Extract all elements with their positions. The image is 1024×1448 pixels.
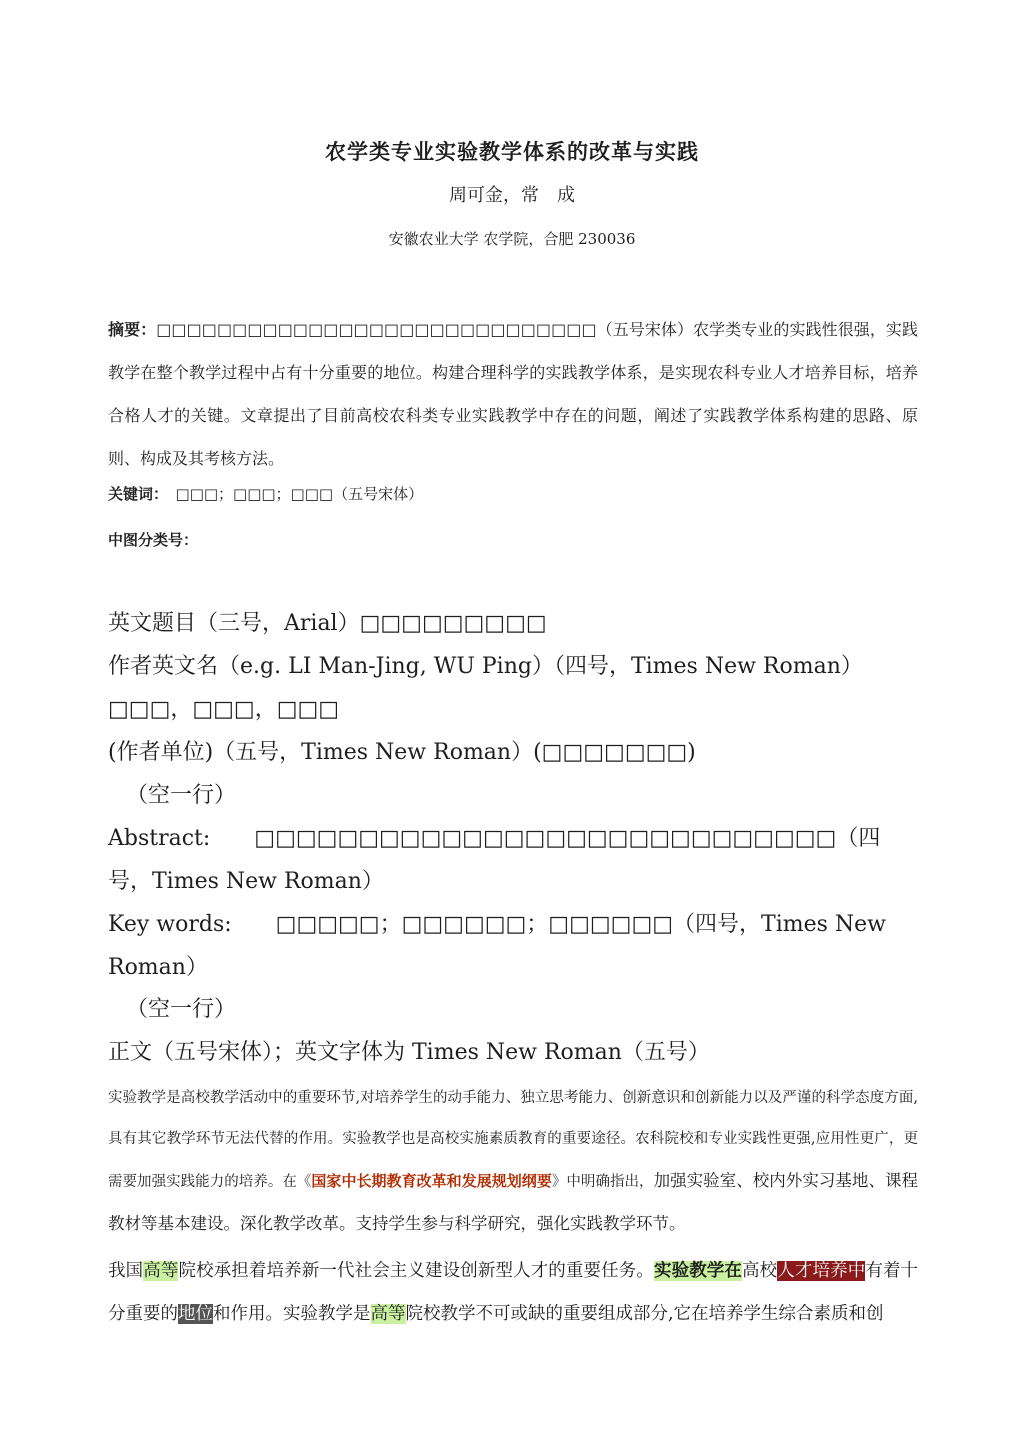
body-paragraph-2 [108, 1250, 918, 1336]
blank-line-note: （空一行） [126, 997, 237, 1022]
body-paragraph-1 [108, 1078, 918, 1246]
highlighted-text: 高等 [143, 1261, 179, 1281]
body-header: 正文（五号宋体）；英文字体为 Times New Roman（五号） [108, 1040, 710, 1065]
paragraph-text: 院校承担着培养新一代社会主义建设创新型人才的重要任务。 [178, 1261, 654, 1281]
english-author: 作者英文名（e.g. LI Man-Jing, WU Ping）（四号，Times New Roman）□□□，□□□，□□□ [108, 654, 863, 722]
paragraph-text: 我国 [108, 1261, 144, 1281]
highlighted-text: 实验教学在 [653, 1261, 743, 1281]
paragraph-text: 加强实验室、校内外实习基地、课程教材等基本建设。深化教学改革。支持学生参与科学研究，强化实践教学环节。 [108, 1171, 919, 1233]
highlighted-text: 地位 [178, 1304, 213, 1324]
abstract-section [108, 308, 918, 480]
english-title: 英文题目（三号，Arial）□□□□□□□□□ [108, 611, 547, 636]
paper-title: 农学类专业实验教学体系的改革与实践 [325, 139, 699, 164]
blank-line-note: （空一行） [126, 783, 237, 808]
clc-label: 中图分类号： [108, 531, 199, 549]
paper-affiliation: 安徽农业大学 农学院，合肥 230036 [388, 230, 636, 248]
english-abstract: Abstract: □□□□□□□□□□□□□□□□□□□□□□□□□□□□（四号，Times New Roman） [108, 826, 881, 894]
abstract-label: 摘要： [108, 320, 157, 339]
paragraph-text: 有着十分重要的 [108, 1261, 919, 1324]
highlighted-text: 人才培养中 [777, 1261, 866, 1281]
paragraph-text: 院校教学不可或缺的重要组成部分,它在培养学生综合素质和创 [405, 1304, 884, 1324]
highlighted-text: 高等 [370, 1304, 406, 1324]
paper-authors: 周可金，常 成 [449, 185, 575, 206]
clc-section [108, 529, 918, 550]
paragraph-text: 和作用。实验教学是 [213, 1304, 371, 1324]
english-affiliation: (作者单位)（五号，Times New Roman）(□□□□□□□) [108, 740, 696, 765]
keywords-section [108, 483, 918, 504]
paragraph-text: 高校 [742, 1261, 778, 1281]
keywords-label: 关键词： [108, 485, 161, 503]
document-title-emphasis: 国家中长期教育改革和发展规划纲要 [311, 1172, 552, 1190]
keywords-text: □□□；□□□；□□□（五号宋体） [160, 485, 424, 503]
paragraph-text: 》中明确指出， [551, 1174, 654, 1190]
abstract-text: □□□□□□□□□□□□□□□□□□□□□□□□□□□□□（五号宋体）农学类专业的实践性很强，实践教学在整个教学过程中占有十分重要的地位。构建合理科学的实践教学体系，是实现农科专业人才培养目标，培养合格人才的关键。文章提出了目前高校农科类专业实践教学中存在的问题，阐述了实践教学体系构建的思路、原则、构成及其考核方法。 [108, 320, 918, 468]
english-keywords: Key words: □□□□□；□□□□□□；□□□□□□（四号，Times New Roman） [108, 912, 887, 980]
paragraph-text: 实验教学是高校教学活动中的重要环节,对培养学生的动手能力、独立思考能力、创新意识和创新能力以及严谨的科学态度方面,具有其它教学环节无法代替的作用。实验教学也是高校实施素质教育的重要途径。农科院校和专业实践性更强,应用性更广，更需要加强实践能力的培养。在《 [108, 1090, 918, 1190]
